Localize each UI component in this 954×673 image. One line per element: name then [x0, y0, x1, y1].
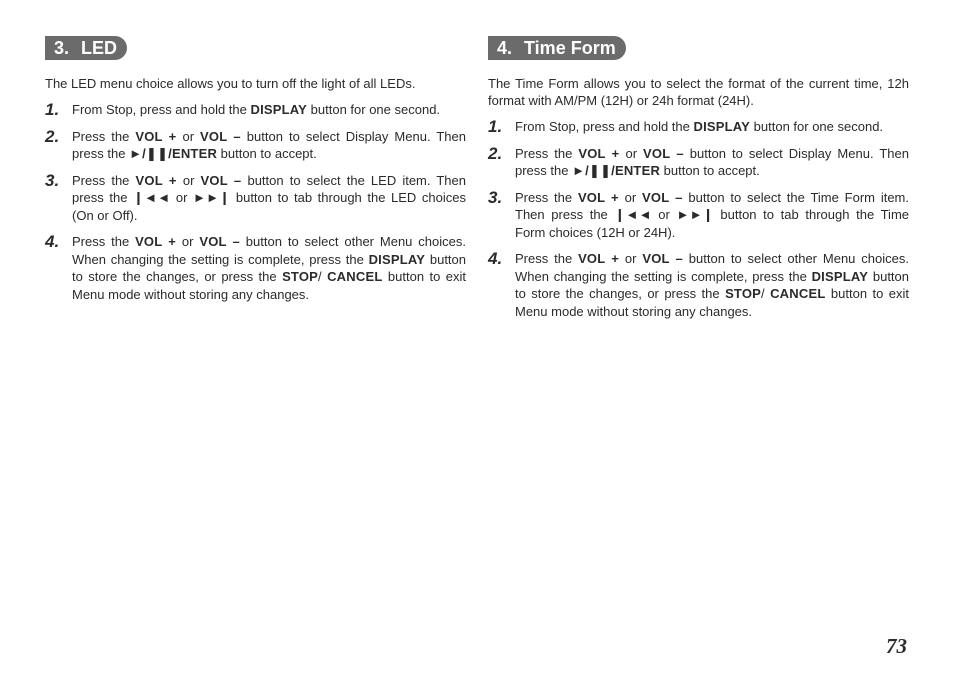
text-run: From Stop, press and hold the: [72, 102, 251, 117]
play-pause-enter-label: ►/❚❚/ENTER: [572, 163, 661, 178]
bold-run: STOP: [282, 269, 319, 284]
bold-run: VOL –: [642, 189, 683, 205]
text-run: /: [318, 269, 328, 284]
step-item: [45, 233, 466, 303]
skip-forward-icon: ►►❙: [193, 190, 231, 205]
bold-run: VOL +: [577, 189, 619, 205]
step-item: [488, 145, 909, 180]
text-run: Press the: [72, 234, 136, 249]
text-run: Press the: [72, 172, 136, 188]
step-number: 1.: [488, 117, 503, 136]
text-run: or: [651, 207, 677, 222]
text-run: /: [761, 286, 771, 301]
text-run: Press the: [515, 145, 579, 161]
step-number: 2.: [45, 126, 60, 146]
step-number: 4.: [488, 249, 503, 268]
step-item: [488, 189, 909, 242]
text-run: or: [619, 145, 644, 161]
step-list: [488, 118, 909, 320]
bold-run: VOL –: [200, 128, 241, 144]
text-run: button for one second.: [307, 102, 441, 117]
text-run: From Stop, press and hold the: [515, 119, 694, 134]
step-text: [515, 250, 909, 320]
bold-run: VOL +: [578, 145, 620, 161]
text-run: button to select the LED item. Then press the: [72, 172, 466, 205]
step-item: [488, 118, 909, 136]
bold-run: VOL –: [643, 145, 684, 161]
section-heading-led: [45, 36, 127, 60]
bold-run: VOL +: [135, 128, 177, 144]
text-run: button to select the Time Form item. Then press the: [515, 189, 909, 222]
bold-run: DISPLAY: [811, 268, 869, 284]
skip-back-icon: ❙◄◄: [614, 207, 652, 222]
section-number: 3.: [54, 38, 70, 58]
text-run: Press the: [515, 251, 579, 266]
bold-run: CANCEL: [770, 286, 826, 301]
text-run: or: [170, 190, 194, 205]
bold-run: VOL +: [135, 172, 177, 188]
text-run: button for one second.: [750, 119, 884, 134]
text-run: or: [176, 128, 201, 144]
bold-run: VOL –: [199, 234, 240, 249]
step-number: 3.: [45, 170, 60, 190]
section-led: [45, 36, 466, 303]
step-number: 3.: [488, 187, 503, 207]
step-number: 4.: [45, 232, 60, 251]
bold-run: DISPLAY: [693, 119, 751, 134]
bold-run: CANCEL: [327, 269, 383, 284]
section-title: Time Form: [524, 38, 616, 58]
step-text: [72, 101, 466, 119]
text-run: button to exit Menu mode without storing any changes.: [515, 286, 909, 319]
step-list: [45, 101, 466, 303]
text-run: Press the: [72, 128, 136, 144]
bold-run: VOL +: [578, 251, 620, 266]
section-intro: The Time Form allows you to select the format of the current time, 12h format with AM/PM (12H) or 24h format (24H).: [488, 76, 909, 108]
step-text: [515, 189, 909, 242]
section-intro: The LED menu choice allows you to turn off the light of all LEDs.: [45, 76, 416, 91]
bold-run: DISPLAY: [250, 102, 308, 117]
bold-run: STOP: [725, 286, 762, 301]
text-run: or: [176, 234, 200, 249]
bold-run: DISPLAY: [368, 251, 426, 267]
text-run: button to select Display Menu. Then press the: [72, 128, 466, 161]
section-time-form: [488, 36, 909, 320]
text-run: or: [176, 172, 201, 188]
step-item: [45, 128, 466, 163]
step-text: [72, 172, 466, 225]
step-item: [45, 101, 466, 119]
section-title: LED: [81, 38, 118, 58]
skip-back-icon: ❙◄◄: [133, 190, 171, 205]
section-number: 4.: [497, 38, 513, 58]
step-number: 2.: [488, 143, 503, 163]
text-run: button to accept.: [660, 163, 760, 178]
step-text: [72, 128, 466, 163]
bold-run: VOL –: [200, 172, 242, 188]
play-pause-enter-label: ►/❚❚/ENTER: [129, 146, 218, 161]
text-run: button to tab through the Time Form choices (12H or 24H).: [515, 207, 909, 240]
text-run: button to accept.: [217, 146, 317, 161]
step-item: [45, 172, 466, 225]
text-run: button to select other Menu choices. When changing the setting is complete, press the: [72, 234, 466, 267]
section-heading-time-form: [488, 36, 626, 60]
step-item: [488, 250, 909, 320]
text-run: button to tab through the LED choices (On or Off).: [72, 190, 466, 223]
text-run: or: [619, 251, 643, 266]
text-run: Press the: [515, 189, 578, 205]
step-text: [72, 233, 466, 303]
text-run: button to select other Menu choices. When changing the setting is complete, press the: [515, 251, 909, 284]
text-run: button to exit Menu mode without storing any changes.: [72, 269, 466, 302]
text-run: or: [618, 189, 643, 205]
bold-run: VOL –: [642, 251, 683, 266]
step-number: 1.: [45, 100, 60, 119]
bold-run: VOL +: [135, 234, 177, 249]
step-text: [515, 118, 909, 136]
text-run: button to store the changes, or press the: [72, 251, 466, 284]
text-run: button to store the changes, or press the: [515, 268, 909, 301]
skip-forward-icon: ►►❙: [676, 207, 714, 222]
step-text: [515, 145, 909, 180]
text-run: button to select Display Menu. Then press the: [515, 145, 909, 178]
page-number: 73: [886, 634, 907, 658]
